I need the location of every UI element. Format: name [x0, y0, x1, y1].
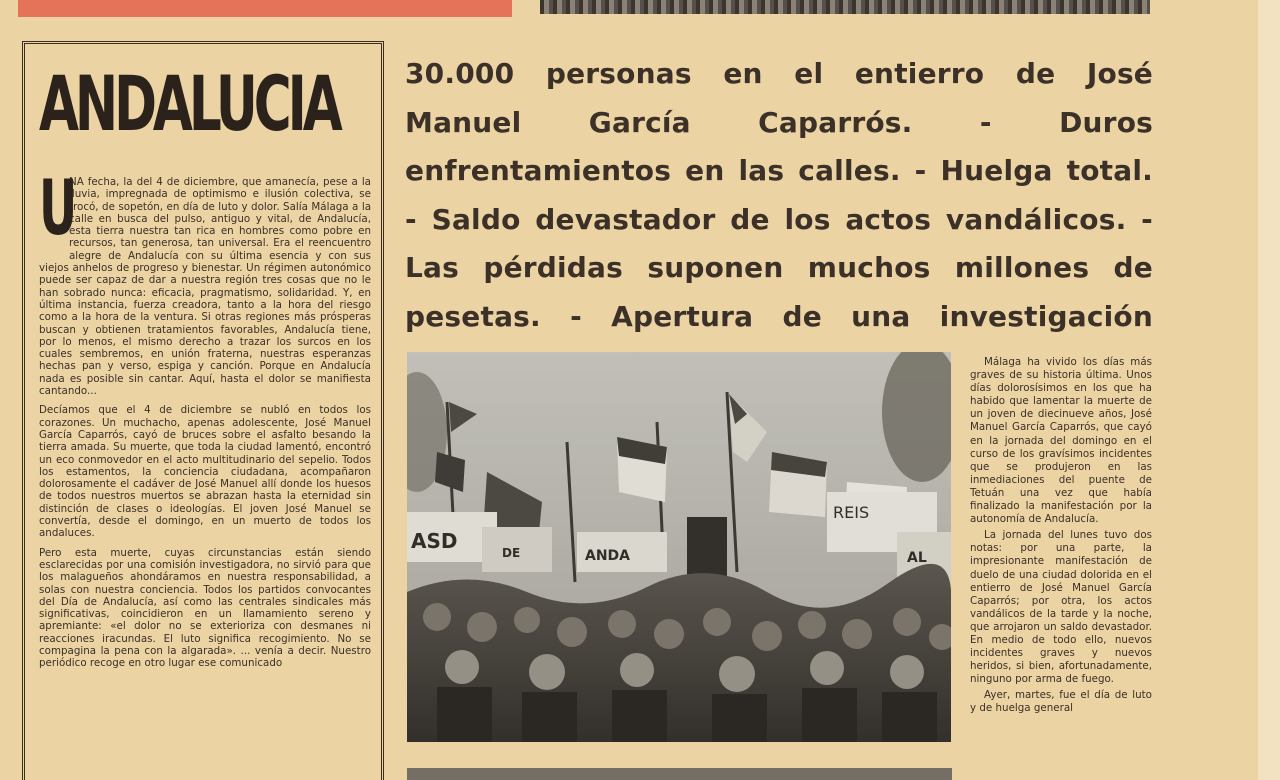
page-edge: [1258, 0, 1280, 780]
banner-text: AL: [907, 550, 927, 566]
column-paragraph-text: NA fecha, la del 4 de diciembre, que amanecía, pese a la lluvia, impregnada de optimismo e ilusión colectiva, se trocó, de sopetón, en día de luto y dolor. Salía Málaga a la calle en busca del pulso, antiguo y vital, de Andalucía, esta tierra nuestra tan rica en hombres como pobre en recursos, tan generosa, tan universal. Era el reencuentro alegre de Andalucía con su última esencia y con sus viejos anhelos de progreso y bienestar. Un régimen autonómico puede ser capaz de dar a nuestra región tres cosas que no le han sobrado nunca: eficacia, pragmatismo, solidaridad. Y, en última instancia, fuerza creadora, tanto a la hora del riesgo como a la hora de la ventura. Si otras regiones más prósperas buscan y obtienen tratamientos favorables, Andalucía tiene, por lo menos, el mismo derecho a trazar los surcos en los cuales sembremos, en unión fraterna, nuestras esperanzas hechas pan y verso, espiga y canción. Porque en Andalucía nada es posible sin cantar. Aquí, hasta el dolor se manifiesta cantando...: [39, 176, 371, 398]
article-paragraph: Málaga ha vivido los días más graves de su historia última. Unos días dolorosísimos en los que ha habido que lamentar la muerte de un joven de diecinueve años, José Manuel García Caparrós, que cayó en la jornada del domingo en el curso de los gravísimos incidentes que se produjeron en las inmediaciones del puente de Tetuán una vez que había finalizado la manifestación por la autonomía de Andalucía.: [970, 356, 1152, 526]
banner-text: ASD: [411, 529, 458, 553]
article-paragraph: Ayer, martes, fue el día de luto y de huelga general: [970, 689, 1152, 715]
column-paragraph: Decíamos que el 4 de diciembre se nubló en todos los corazones. Un muchacho, apenas adolescente, José Manuel García Caparrós, cayó de bruces sobre el asfalto besando la tierra amada. Su muerte, que toda la ciudad lamentó, encontró un eco conmovedor en el acto multitudinario del sepelio. Todos los estamentos, la conciencia ciudadana, acompañaron dolorosamente el cadáver de José Manuel allí donde los huesos de todos nuestros muertos se abrazan hasta la eternidad sin distinción de clases o ideologías. El joven José Manuel se convertía, desde el domingo, en un muerto de todos los andaluces.: [39, 404, 371, 540]
section-title: ANDALUCIA: [39, 59, 339, 148]
main-headline: 30.000 personas en el entierro de José Manuel García Caparrós. - Duros enfrentamientos en las calles. - Huelga total. - Saldo devastador de los actos vandálicos. - Las pérdidas suponen muchos millones de pesetas. - Apertura de una investigación: [405, 57, 1153, 333]
banner-text: DE: [502, 546, 521, 560]
column-paragraph: [39, 163, 371, 398]
article-paragraph: La jornada del lunes tuvo dos notas: por una parte, la impresionante manifestación de duelo de una ciudad dolorida en el entierro de José Manuel García Caparrós; por otra, los actos vandálicos de la tarde y la noche, que arrojaron un saldo devastador. En medio de todo ello, nuevos incidentes graves y nuevos heridos, si bien, afortunadamente, ninguno por arma de fuego.: [970, 529, 1152, 686]
banner-text: REIS: [833, 503, 870, 522]
bottom-photo-strip: [407, 768, 952, 780]
banner-text: ANDA: [585, 548, 631, 564]
andalucia-column: [22, 41, 384, 780]
drop-cap: U: [39, 163, 78, 252]
column-paragraph: Pero esta muerte, cuyas circunstancias están siendo esclarecidas por una comisión investigadora, no sirvió para que los malagueños ahondáramos en nuestra responsabilidad, a solas con nuestra conciencia. Todos los partidos convocantes del Día de Andalucía, así como las centrales sindicales más significativas, coincidieron en un llamamiento sereno y apremiante: «el dolor no se exterioriza con desmanes ni reacciones iracundas. El luto significa recogimiento. No se compagina la pena con la algarada». ... venía a decir. Nuestro periódico recoge en otro lugar ese comunicado: [39, 546, 371, 670]
article-column: [970, 356, 1152, 719]
red-banner-strip: [18, 0, 512, 17]
andalucia-column-body: [39, 163, 371, 670]
top-photo-strip: [540, 0, 1150, 14]
photo-illustration: [407, 352, 951, 742]
funeral-crowd-photo: [407, 352, 951, 742]
